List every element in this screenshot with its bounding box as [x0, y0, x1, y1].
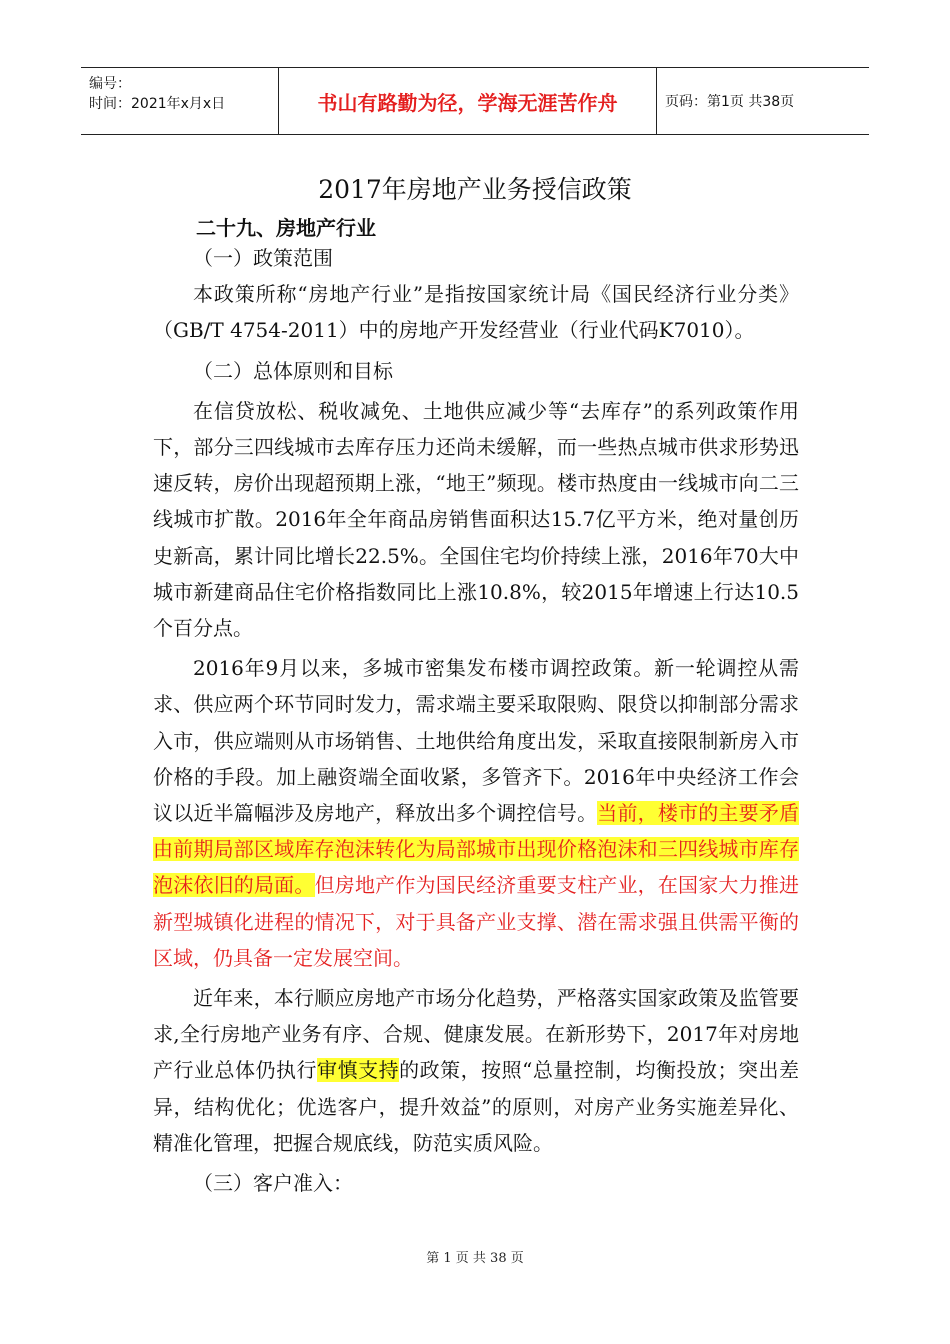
page-header [81, 67, 869, 135]
header-page-label: 页码：第1页 共38页 [665, 94, 795, 110]
paragraph-market: 在信贷放松、税收减免、土地供应减少等“去库存”的系列政策作用下，部分三四线城市去库存压力还尚未缓解，而一些热点城市供求形势迅速反转，房价出现超预期上涨，“地王”频现。楼市热度由一线城市向二三线城市扩散。2016年全年商品房销售面积达15.7亿平方米，绝对量创历史新高，累计同比增长22.5%。全国住宅均价持续上涨，2016年70大中城市新建商品住宅价格指数同比上涨10.8%，较2015年增速上行达10.5个百分点。 [153, 398, 799, 641]
page-footer: 第 1 页 共 38 页 [426, 1251, 524, 1266]
subheading-principles: （二）总体原则和目标 [193, 358, 393, 383]
header-meta [81, 68, 279, 134]
paragraph-policy [153, 980, 799, 1161]
paragraph-scope: 本政策所称“房地产行业”是指按国家统计局《国民经济行业分类》（GB/T 4754-2011）中的房地产开发经营业（行业代码K7010）。 [153, 282, 799, 343]
paragraph-regulation [153, 650, 799, 976]
red-text: 但房地产作为国民经济重要支柱产业，在国家大力推进新型城镇化进程的情况下，对于具备产业支撑、潜在需求强且供需平衡的区域，仍具备一定发展空间。 [153, 873, 800, 970]
time-label: 时间：2021年x月x日 [89, 96, 226, 112]
document-body [153, 240, 799, 1201]
section-heading: 二十九、房地产行业 [196, 216, 376, 240]
highlighted-text: 当前，楼市的主要矛盾由前期局部区域库存泡沫转化为局部城市出现价格泡沫和三四线城市库存泡沫依旧的局面。 [153, 801, 800, 898]
document-title: 2017年房地产业务授信政策 [318, 175, 632, 204]
regulation-text: 2016年9月以来，多城市密集发布楼市调控政策。新一轮调控从需求、供应两个环节同时发力，需求端主要采取限购、限贷以抑制部分需求入市，供应端则从市场销售、土地供给角度出发，采取直接限制新房入市价格的手段。加上融资端全面收紧，多管齐下。2016年中央经济工作会议以近半篇幅涉及房地产，释放出多个调控信号。 [153, 656, 799, 826]
subheading-admission: （三）客户准入： [193, 1171, 353, 1196]
header-motto: 书山有路勤为径，学海无涯苦作舟 [279, 68, 657, 134]
highlighted-keyword: 审慎支持 [317, 1058, 400, 1083]
subheading-scope: （一）政策范围 [193, 246, 333, 270]
policy-text-b: 的政策，按照“总量控制，均衡投放；突出差异，结构优化；优选客户，提升效益”的原则，对房产业务实施差异化、精准化管理，把握合规底线，防范实质风险。 [153, 1058, 800, 1155]
policy-text-a: 近年来，本行顺应房地产市场分化趋势，严格落实国家政策及监管要求,全行房地产业务有序、合规、健康发展。在新形势下，2017年对房地产行业总体仍执行 [153, 986, 799, 1083]
number-label: 编号： [89, 76, 131, 92]
